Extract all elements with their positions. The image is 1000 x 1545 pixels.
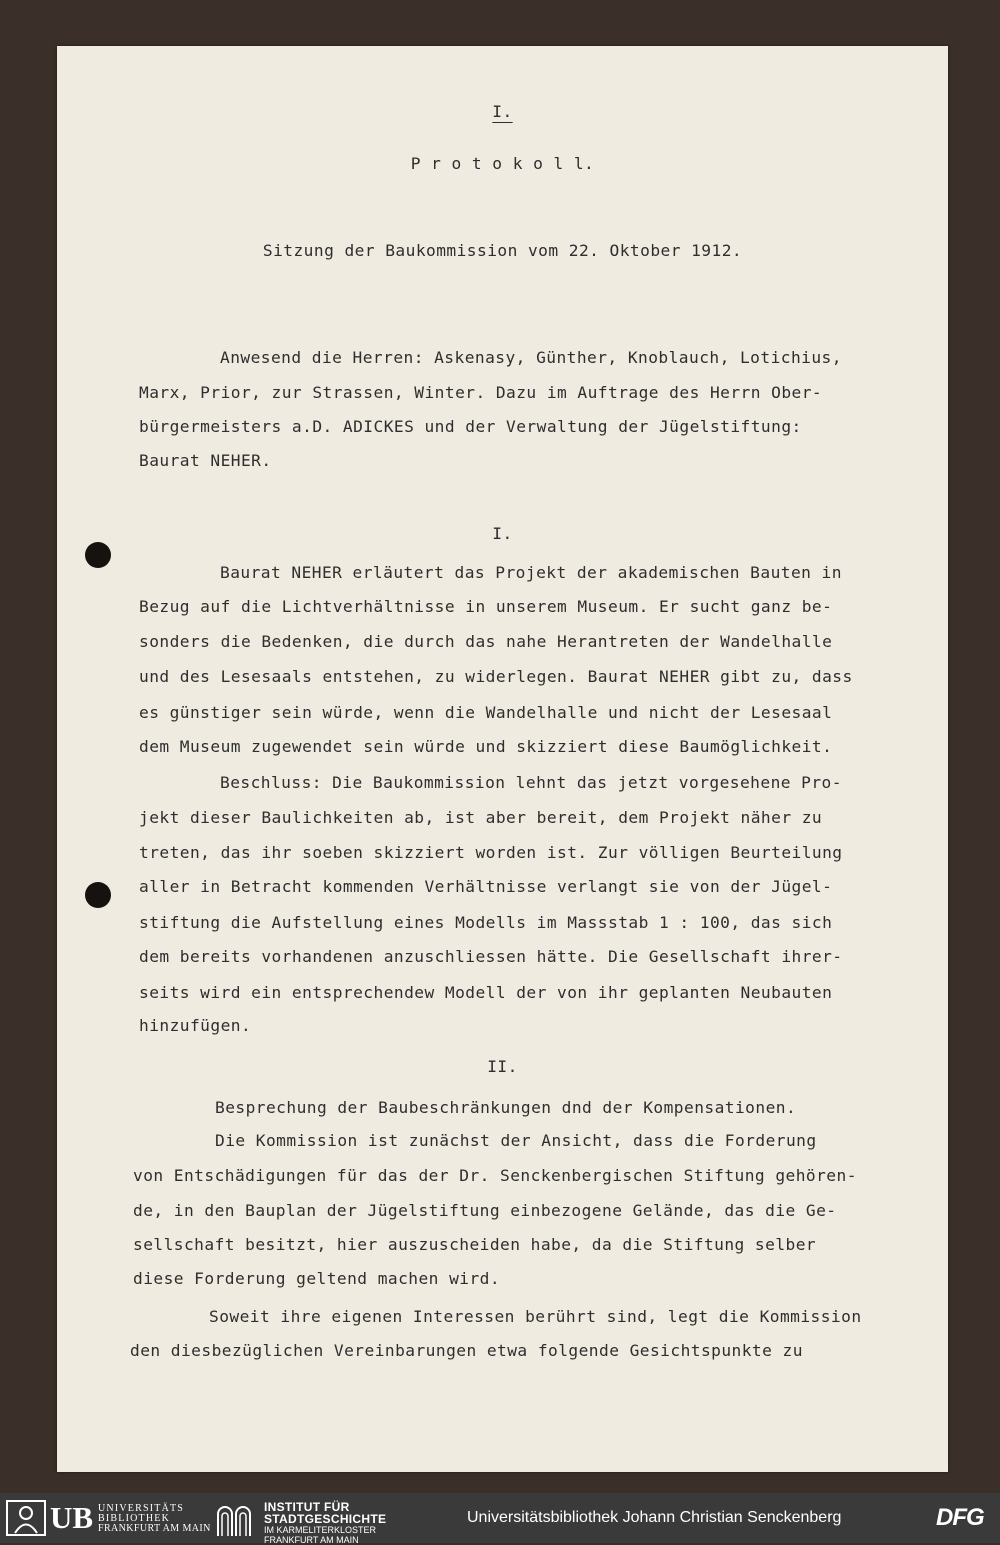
isg-logo-text [264, 1501, 386, 1545]
section-1-heading: I. [492, 524, 513, 543]
body-line: treten, das ihr soeben skizziert worden ist. Zur völligen Beurteilung [139, 843, 843, 862]
body-line: diese Forderung geltend machen wird. [133, 1269, 501, 1288]
body-line: hinzufügen. [139, 1016, 252, 1035]
ub-logo-letters: UB [50, 1500, 94, 1535]
ub-logo-line: FRANKFURT AM MAIN [98, 1523, 211, 1534]
body-line: den diesbezüglichen Vereinbarungen etwa folgende Gesichtspunkte zu [130, 1341, 803, 1360]
body-line: aller in Betracht kommenden Verhältnisse verlangt sie von der Jügel- [139, 877, 833, 896]
body-line: de, in den Bauplan der Jügelstiftung einbezogene Gelände, das die Ge- [133, 1201, 837, 1220]
body-line: Soweit ihre eigenen Interessen berührt sind, legt die Kommission [209, 1307, 862, 1326]
ub-logo-line: UNIVERSITÄTS [98, 1503, 185, 1514]
body-line: von Entschädigungen für das der Dr. Senckenbergischen Stiftung gehören- [133, 1166, 857, 1185]
ub-logo-icon [6, 1500, 46, 1536]
section-2-heading: II. [487, 1057, 518, 1076]
attendance-line: Baurat NEHER. [139, 451, 272, 470]
document-title: P r o t o k o l l. [410, 154, 595, 173]
isg-logo-line: FRANKFURT AM MAIN [264, 1535, 359, 1545]
attendance-line: Anwesend die Herren: Askenasy, Günther, Knoblauch, Lotichius, [220, 348, 842, 367]
isg-logo-line: INSTITUT FÜR [264, 1500, 350, 1514]
footer-bar [0, 1493, 1000, 1543]
body-line: sonders die Bedenken, die durch das nahe Herantreten der Wandelhalle [139, 632, 833, 651]
document-page [57, 46, 948, 1472]
page-marker: I. [492, 102, 513, 121]
body-line: und des Lesesaals entstehen, zu widerlegen. Baurat NEHER gibt zu, dass [139, 667, 853, 686]
body-line: stiftung die Aufstellung eines Modells im Massstab 1 : 100, das sich [139, 913, 833, 932]
body-line: sellschaft besitzt, hier auszuscheiden habe, da die Stiftung selber [133, 1235, 817, 1254]
body-line: Baurat NEHER erläutert das Projekt der akademischen Bauten in [220, 563, 842, 582]
punch-hole-upper [85, 542, 111, 568]
ub-logo-line: BIBLIOTHEK [98, 1513, 170, 1524]
ub-logo-text [98, 1504, 211, 1534]
body-line: dem Museum zugewendet sein würde und skizziert diese Baumöglichkeit. [139, 737, 833, 756]
isg-logo-icon [214, 1500, 256, 1538]
body-line: es günstiger sein würde, wenn die Wandelhalle und nicht der Lesesaal [139, 703, 833, 722]
body-line: Beschluss: Die Baukommission lehnt das jetzt vorgesehene Pro- [220, 773, 842, 792]
isg-logo-line: IM KARMELITERKLOSTER [264, 1525, 377, 1535]
session-heading: Sitzung der Baukommission vom 22. Oktober 1912. [262, 241, 743, 260]
body-line: jekt dieser Baulichkeiten ab, ist aber bereit, dem Projekt näher zu [139, 808, 823, 827]
isg-logo-line: STADTGESCHICHTE [264, 1512, 387, 1526]
dfg-logo: DFG [936, 1504, 984, 1531]
punch-hole-lower [85, 882, 111, 908]
body-line: seits wird ein entsprechendew Modell der von ihr geplanten Neubauten [139, 983, 833, 1002]
attendance-line: bürgermeisters a.D. ADICKES und der Verwaltung der Jügelstiftung: [139, 417, 802, 436]
footer-title: Universitätsbibliothek Johann Christian Senckenberg [467, 1509, 842, 1526]
body-line: Bezug auf die Lichtverhältnisse in unserem Museum. Er sucht ganz be- [139, 597, 833, 616]
body-line: dem bereits vorhandenen anzuschliessen hätte. Die Gesellschaft ihrer- [139, 947, 843, 966]
attendance-line: Marx, Prior, zur Strassen, Winter. Dazu im Auftrage des Herrn Ober- [139, 383, 823, 402]
body-line: Die Kommission ist zunächst der Ansicht, dass die Forderung [215, 1131, 817, 1150]
body-line: Besprechung der Baubeschränkungen dnd der Kompensationen. [215, 1098, 797, 1117]
